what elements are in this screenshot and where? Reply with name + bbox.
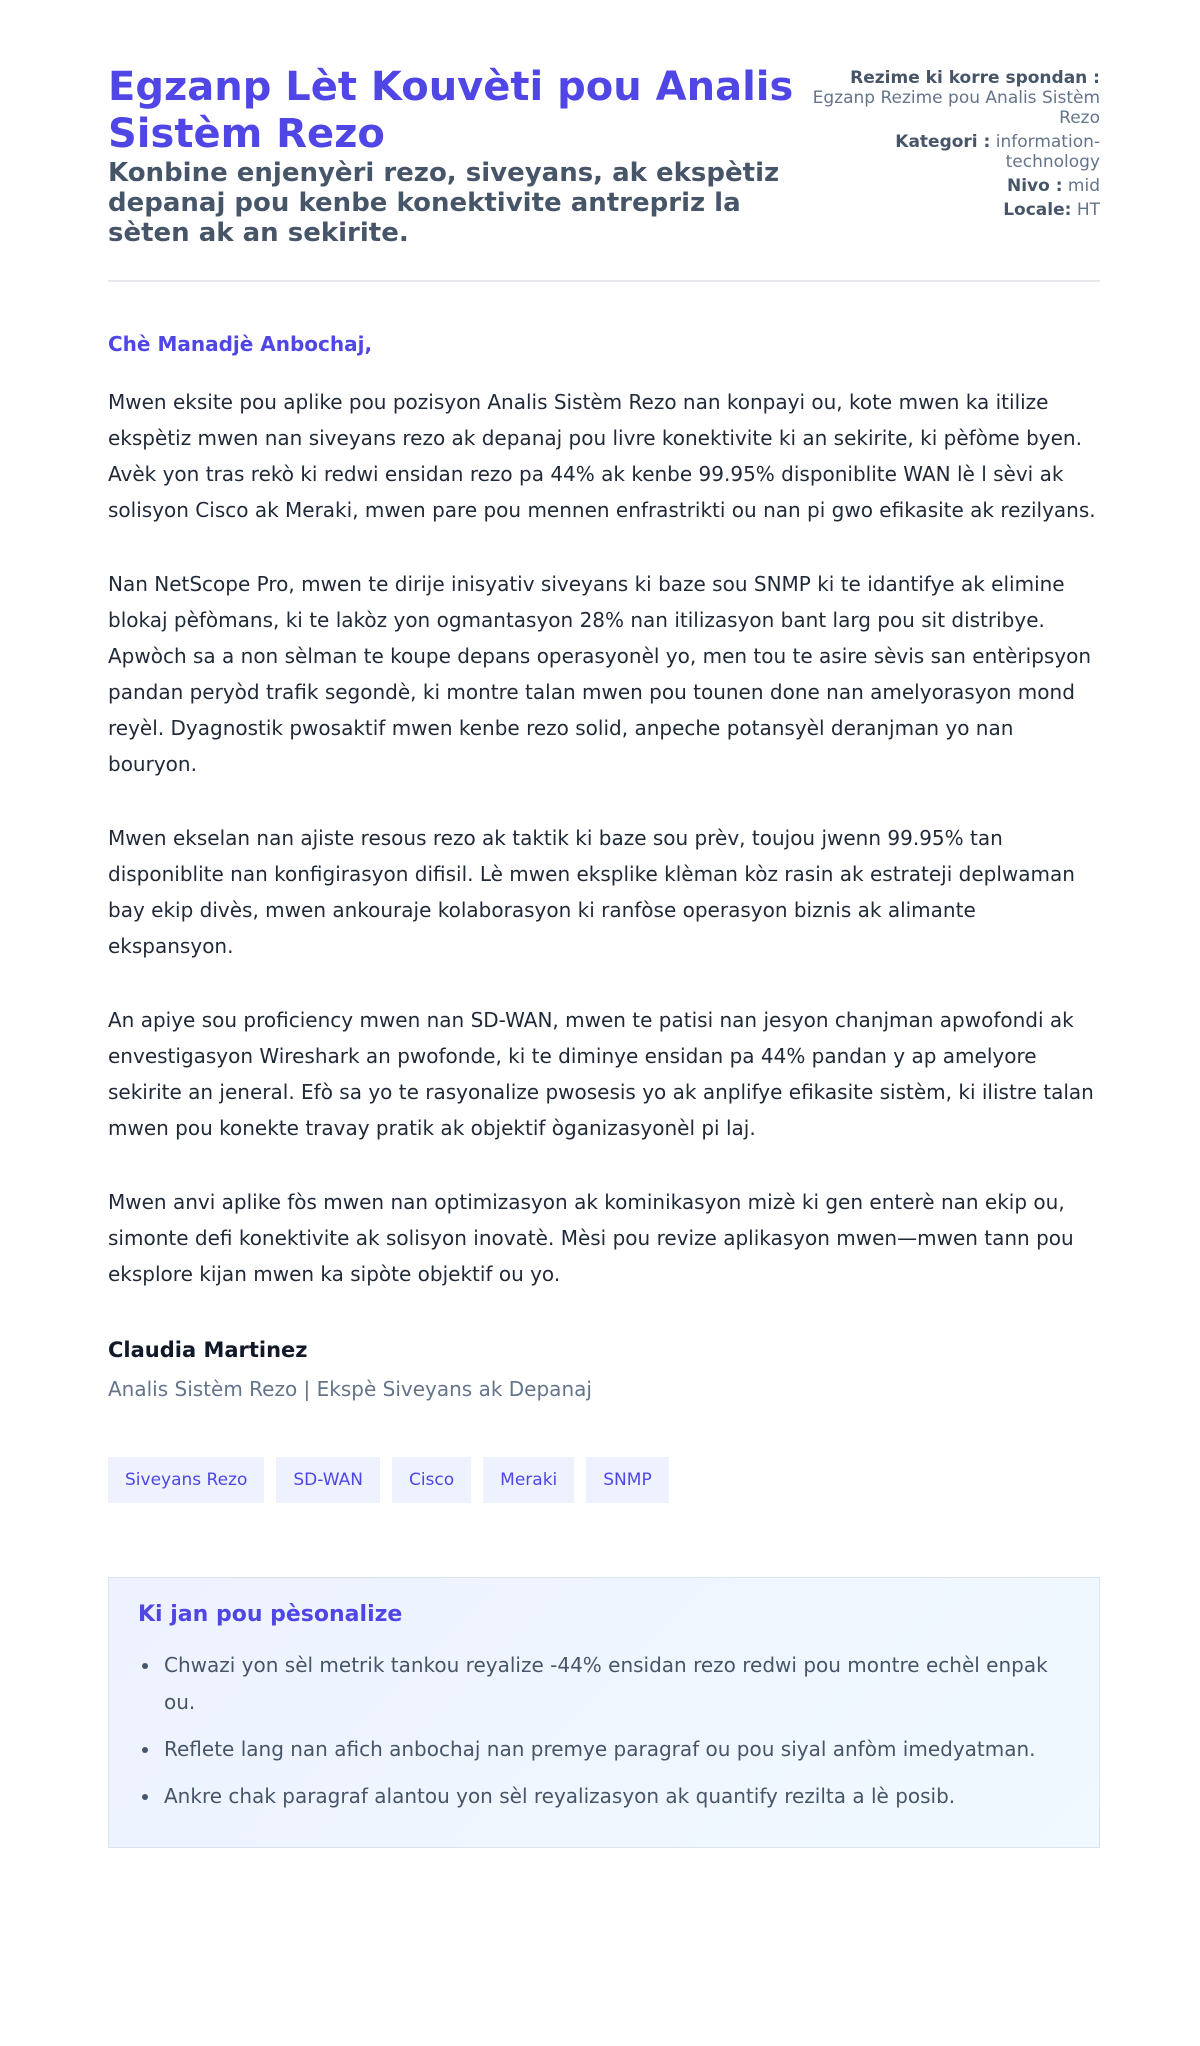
meta-resume-label: Rezime ki korre spondan : (850, 68, 1100, 88)
meta-locale-label: Locale: (1003, 200, 1072, 220)
meta-locale (808, 200, 1100, 220)
skill-tag[interactable]: SD-WAN (276, 1457, 380, 1503)
body-paragraph: Nan NetScope Pro, mwen te dirije inisyativ siveyans ki baze sou SNMP ki te idantifye ak elimine blokaj pèfòmans, ki te lakòz yon ogmantasyon 28% nan itilizasyon bant larg pou sit distribye. Apwòch sa a non sèlman te koupe depans operasyonèl yo, men tou te asire sèvis san entèripsyon pandan peryòd trafik segondè, ki montre talan mwen pou tounen done nan amelyorasyon mond reyèl. Dyagnostik pwosaktif mwen kenbe rezo solid, anpeche potansyèl deranjman yo nan bouryon. (108, 572, 1092, 776)
skill-tag[interactable]: Cisco (392, 1457, 471, 1503)
meta-locale-value: HT (1076, 200, 1100, 220)
body-paragraph: An apiye sou proficiency mwen nan SD-WAN, mwen te patisi nan jesyon chanjman apwofondi ak envestigasyon Wireshark an pwofonde, ki te diminye ensidan pa 44% pandan y ap amelyore sekirite an jeneral. Efò sa yo te rasyonalize pwosesis yo ak anplifye efikasite sistèm, ki ilistre talan mwen pou konekte travay pratik ak objektif òganizasyonèl pi laj. (108, 1008, 1094, 1140)
cover-letter-page (108, 64, 1100, 1848)
page-title: Egzanp Lèt Kouvèti pou Analis Sistèm Rezo (108, 64, 794, 157)
signature-name: Claudia Martinez (108, 1338, 308, 1362)
meta-category-label: Kategori : (895, 132, 991, 152)
meta-level-label: Nivo : (1006, 176, 1063, 196)
tip-item: Ankre chak paragraf alantou yon sèl reyalizasyon ak quantify rezilta a lè posib. (138, 1778, 1071, 1815)
skill-tag[interactable]: Siveyans Rezo (108, 1457, 264, 1503)
page-subtitle: Konbine enjenyèri rezo, siveyans, ak ekspètiz depanaj pou kenbe konektivite antrepriz la sèten ak an sekirite. (108, 158, 780, 248)
letter-body (108, 384, 1100, 1292)
tip-item: Reflete lang nan afich anbochaj nan premye paragraf ou pou siyal anfòm imedyatman. (138, 1731, 1071, 1768)
letter-header (108, 64, 1100, 282)
meta-resume-value[interactable]: Egzanp Rezime pou Analis Sistèm Rezo (812, 88, 1100, 128)
tips-list (138, 1647, 1071, 1815)
signature-role: Analis Sistèm Rezo | Ekspè Siveyans ak Depanaj (108, 1377, 592, 1401)
customization-tips-box (108, 1577, 1100, 1848)
skill-tags (108, 1457, 1100, 1503)
meta-category (808, 132, 1100, 172)
skill-tag[interactable]: SNMP (586, 1457, 668, 1503)
tips-title: Ki jan pou pèsonalize (138, 1602, 403, 1627)
meta-level-value: mid (1067, 176, 1100, 196)
meta-level (808, 176, 1100, 196)
skill-tag[interactable]: Meraki (483, 1457, 574, 1503)
meta-resume (808, 68, 1100, 128)
meta-panel (808, 64, 1100, 224)
tip-item: Chwazi yon sèl metrik tankou reyalize -44% ensidan rezo redwi pou montre echèl enpak ou. (138, 1647, 1071, 1721)
body-paragraph: Mwen anvi aplike fòs mwen nan optimizasyon ak kominikasyon mizè ki gen enterè nan ekip ou, simonte defi konektivite ak solisyon inovatè. Mèsi pou revize aplikasyon mwen—mwen tann pou eksplore kijan mwen ka sipòte objektif ou yo. (108, 1190, 1074, 1286)
header-titles (108, 64, 808, 248)
body-paragraph: Mwen ekselan nan ajiste resous rezo ak taktik ki baze sou prèv, toujou jwenn 99.95% tan disponiblite nan konfigirasyon difisil. Lè mwen eksplike klèman kòz rasin ak estrateji deplwaman bay ekip divès, mwen ankouraje kolaborasyon ki ranfòse operasyon biznis ak alimante ekspansyon. (108, 826, 1075, 958)
meta-category-value: information-technology (995, 132, 1100, 172)
salutation: Chè Manadjè Anbochaj, (108, 332, 373, 356)
signature-block (108, 1338, 1100, 1401)
body-paragraph: Mwen eksite pou aplike pou pozisyon Analis Sistèm Rezo nan konpayi ou, kote mwen ka itilize ekspètiz mwen nan siveyans rezo ak depanaj pou livre konektivite ki an sekirite, ki pèfòme byen. Avèk yon tras rekò ki redwi ensidan rezo pa 44% ak kenbe 99.95% disponiblite WAN lè l sèvi ak solisyon Cisco ak Meraki, mwen pare pou mennen enfrastrikti ou nan pi gwo efikasite ak rezilyans. (108, 390, 1096, 522)
